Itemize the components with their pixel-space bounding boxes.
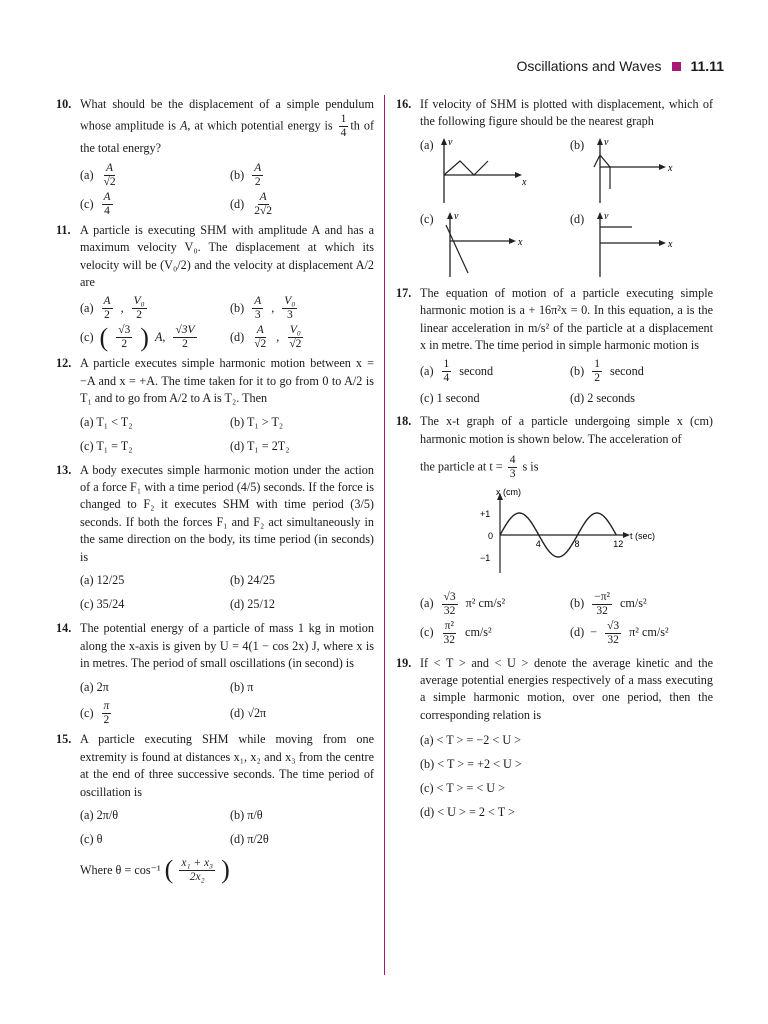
question-text: th of the total energy? [80,118,375,156]
question-text: The equation of motion of a particle executing simple harmonic motion is a + 16π²x = 0. In this equation, a is the linear acceleration in m/s² of the particle at a displacement x in metre. The time period in simple harmonic motion is [420,285,713,353]
denominator: 2 [121,338,128,351]
numerator: 1 [594,358,600,371]
question-16 [396,96,713,279]
options [420,358,713,409]
options [80,805,374,851]
denominator: 2 [104,309,110,322]
numerator: A [103,190,111,203]
numerator: A [106,161,114,174]
numerator: A [254,295,262,308]
numerator: π [103,700,110,713]
denominator: 32 [443,633,456,646]
fraction [102,295,113,322]
option-c [80,324,230,351]
denominator: √2 [103,175,116,188]
question-number: 19. [396,655,412,670]
option-d [570,620,713,647]
where-clause [80,857,374,884]
option-a [420,591,570,618]
question-text: The x-t graph of a particle undergoing simple x (cm) harmonic motion is shown below. The acceleration of [420,414,713,446]
numerator: V₀ [284,295,296,308]
denominator: 32 [596,604,608,617]
graph-option-c [420,211,570,279]
option-d: (d) 25/12 [230,597,276,612]
x-axis-label: t (sec) [630,531,656,542]
xt-graph [476,487,676,577]
graph-option-a [420,137,570,205]
option-b: (b) $\frac{A}{3}$ , $\frac{\text{V₀}}{3}$ [230,295,296,322]
fraction [508,454,518,481]
fraction [282,295,297,322]
fraction [102,700,112,727]
denominator: 2√2 [254,204,273,217]
denominator: 2 [136,309,142,322]
option-a: (a) T₁ < T₂ [80,414,133,429]
where-text: Where θ = cos⁻¹ [80,862,161,877]
numerator: √3V [175,324,195,337]
option-b [230,162,374,189]
option-d: (d) √2π [230,706,267,721]
option-label: (a) [80,167,94,182]
fraction [252,295,263,322]
option-b: (b) T₁ > T₂ [230,414,284,429]
denominator: 2 [594,372,600,385]
left-column [56,96,374,888]
question-17 [396,285,713,410]
question-19 [396,655,713,825]
question-text: s is [522,459,539,474]
option-a: (a) $\frac{A}{2}$ , $\frac{\text{V₀}}{2}$ [80,295,145,322]
option-b: (b) π [230,679,254,694]
options [80,295,374,351]
option-c [420,620,570,647]
option-label: (c) [80,706,94,721]
y-tick-label: 0 [488,531,494,542]
option-d: (d) $\frac{A}{√2}$ , $\frac{\text{V₀}}{√2}$ [230,324,302,351]
y-tick-label: +1 [480,509,491,520]
question-13 [56,462,374,616]
numerator: A [103,295,111,308]
option-label: (c) [420,625,434,640]
option-label: (a) [420,596,434,611]
option-label: (a) [420,137,434,152]
column-divider [384,95,385,975]
option-b [570,591,713,618]
page-header [517,58,724,74]
fraction [442,620,458,647]
unit: second [609,364,644,379]
axis-v-label: v [604,210,609,222]
denominator: 2 [103,714,110,727]
fraction [592,358,602,385]
axis-x-label: x [521,176,526,188]
fraction [252,191,274,218]
x-axis-arrow-icon [623,532,630,538]
question-number: 14. [56,621,72,636]
question-number: 12. [56,356,72,371]
question-18 [396,413,713,646]
graph-b [588,137,678,205]
option-label: (b) [570,596,585,611]
open-paren: ( [99,322,109,352]
option-label: (b) [570,364,585,379]
numerator: √3 [118,324,131,337]
option-a: (a) 2π/θ [80,808,119,823]
option-b [570,358,713,385]
question-text-line [420,454,713,481]
option-label: (d) [230,330,245,345]
denominator: 3 [286,309,293,322]
options [420,591,713,647]
option-label: (c) [420,211,434,226]
page-number: 11.11 [690,58,724,74]
fraction [179,857,215,884]
denominator: √2 [289,338,302,351]
numerator: A [254,161,262,174]
options [420,728,713,824]
option-label: (d) [570,211,585,226]
axis-v-label: v [447,136,452,148]
option-d [230,191,374,218]
question-number: 16. [396,97,412,111]
question-10 [56,96,374,218]
graph-d [588,211,678,279]
numerator: −π² [594,590,610,603]
axis-v-label: v [604,136,609,148]
fraction [442,591,458,618]
fraction [287,324,303,351]
options [80,412,374,458]
chapter-title: Oscillations and Waves [516,58,662,74]
numerator: 1 [340,113,347,126]
open-paren: ( [164,855,174,885]
option-b: (b) 24/25 [230,573,276,588]
graph-option-d [570,211,713,279]
option-a: (a) 2π [80,679,109,694]
unit: second [459,364,494,379]
option-label: (c) [80,330,94,345]
question-12 [56,355,374,457]
question-text: the particle at t = [420,459,503,474]
fraction [605,620,621,647]
question-number: 17. [396,285,412,300]
axis-x-label: x [668,238,673,250]
fraction [442,358,452,385]
numerator: 1 [443,358,450,371]
option-c [80,700,230,727]
question-text: If < T > and < U > denote the average kinetic and the average potential energies respectively of a mass executing a simple harmonic motion, over one period, then the corresponding relation is [420,655,713,722]
option-d: (d) < U > = 2 < T > [420,805,515,820]
option-d: (d) T₁ = 2T₂ [230,438,290,453]
graph-c [438,211,528,279]
numerator: √3 [607,619,620,632]
numerator: A [256,324,264,337]
fraction [102,162,118,189]
option-c: (c) < T > = < U > [420,781,506,796]
denominator: 32 [443,604,456,617]
option-a [420,358,570,385]
unit: π² cm/s² [465,596,506,611]
numerator: V₀ [289,324,301,337]
denominator: √2 [254,338,267,351]
x-tick-label: 4 [535,539,541,550]
x-tick-label: 8 [574,539,580,550]
option-label: (a) [80,301,94,316]
option-c: (c) 35/24 [80,597,125,612]
header-square-icon [672,62,681,71]
fraction [173,324,196,351]
options [80,676,374,727]
option-a [80,162,230,189]
graph-a [438,137,528,205]
right-column [396,96,713,828]
options [80,162,374,218]
denominator: 2x₂ [189,870,205,883]
question-text: A body executes simple harmonic motion under the action of a force F₁ with a time period (4/5) seconds. If the force is changed to F₂ it executes SHM with time period (3/5) seconds. If both the forces F₁ and F₂ act simultaneously in the same direction on the body, its time period (in seconds) is [80,462,374,564]
option-c: (c) 1 second [420,390,480,405]
option-a: (a) 12/25 [80,573,125,588]
numerator: x₁ + x₃ [181,856,214,869]
question-11 [56,222,374,352]
axis-v-label: v [453,210,458,222]
question-number: 11. [56,222,71,237]
option-a: (a) < T > = −2 < U > [420,733,522,748]
fraction [339,113,349,140]
fraction [252,162,263,189]
option-d: (d) π/2θ [230,832,269,847]
option-c: (c) T₁ = T₂ [80,438,133,453]
question-number: 10. [56,97,72,111]
numerator: V₀ [133,295,145,308]
question-text: What should be the displacement of a simple pendulum whose amplitude is [80,97,374,133]
axis-x-label: x [517,236,522,248]
question-text: A particle executes simple harmonic motion between x = −A and x = +A. The time taken for it to go from 0 to A/2 is T₁ and to go from A/2 to A is T₂. Then [80,356,374,406]
question-14 [56,620,374,727]
unit: cm/s² [465,625,492,640]
question-text: , at which potential energy is [187,118,333,133]
unit: cm/s² [619,596,647,611]
denominator: 2 [182,338,188,351]
xt-chart [476,487,713,582]
denominator: 4 [340,127,347,140]
question-text: If velocity of SHM is plotted with displacement, which of the following figure should be the nearest graph [420,97,713,129]
question-text: A particle is executing SHM with amplitude A and has a maximum velocity V₀. The displacement at which its velocity will be (V₀/2) and the velocity at displacement A/2 are [80,222,374,290]
fraction [592,591,612,618]
numerator: √3 [443,590,456,603]
denominator: 4 [104,204,110,217]
option-b: (b) π/θ [230,808,263,823]
question-number: 18. [396,414,412,429]
question-number: 15. [56,732,72,747]
question-text: A particle executing SHM while moving from one extremity is found at distances x₁, x₂ and x₃ from the centre at the end of three successive seconds. The time period of oscillation is [80,732,374,799]
option-d: (d) 2 seconds [570,390,635,405]
question-15 [56,731,374,884]
close-paren: ) [221,855,230,885]
fraction [252,324,268,351]
numerator: 4 [509,454,516,467]
denominator: 3 [254,309,261,322]
question-text: The potential energy of a particle of mass 1 kg in motion along the x-axis is given by U = 4(1 − cos 2x) J, where x is in metres. The period of small oscillations (in second) is [80,621,374,670]
option-label: (b) [230,301,245,316]
close-paren: ) [140,322,149,352]
option-text: A, [154,330,166,345]
graph-option-b [570,137,713,205]
denominator: 4 [443,372,450,385]
denominator: 2 [254,175,261,188]
axis-x-label: x [668,162,673,174]
option-c [80,191,230,218]
option-label: (b) [570,137,585,152]
option-label: (d) [570,625,585,640]
y-tick-label: −1 [480,553,491,564]
fraction [132,295,147,322]
question-number: 13. [56,462,72,477]
options [80,570,374,616]
numerator: A [259,190,267,203]
option-label: (c) [80,196,94,211]
option-c: (c) θ [80,832,103,847]
denominator: 3 [509,468,516,481]
y-axis-label: x (cm) [496,487,521,498]
sign: − [590,625,598,640]
numerator: π² [444,619,454,632]
option-label: (d) [230,196,245,211]
fraction [102,191,113,218]
var-a: A [179,118,188,133]
fraction [116,324,132,351]
x-tick-label: 12 [613,539,624,550]
option-label: (a) [420,364,434,379]
graph-options [420,137,713,279]
option-b: (b) < T > = +2 < U > [420,757,522,772]
unit: π² cm/s² [629,625,669,640]
option-label: (b) [230,167,245,182]
denominator: 32 [607,633,619,646]
